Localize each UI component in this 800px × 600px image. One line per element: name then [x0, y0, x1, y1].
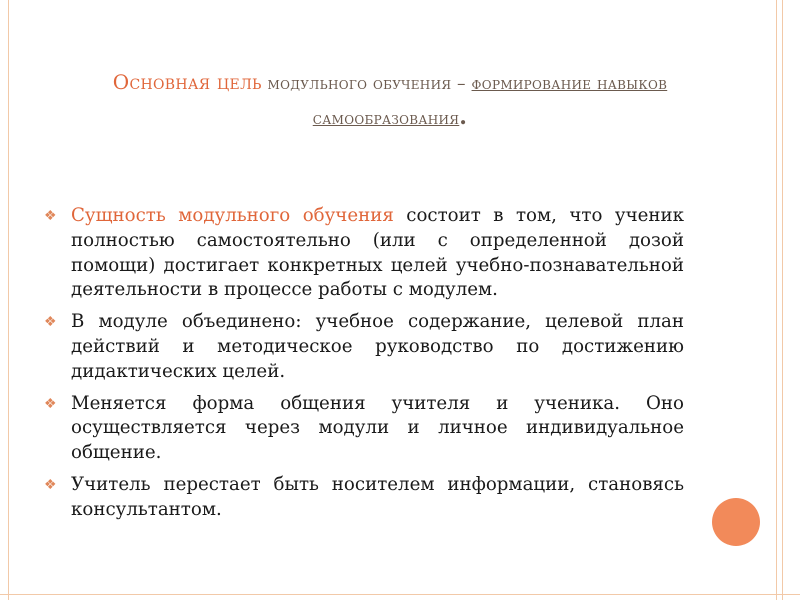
frame-line-bottom: [0, 594, 800, 595]
bullet-icon: ❖: [44, 314, 57, 331]
item-text: Меняется форма общения учителя и ученика. Оно осуществляется через модули и личное индивидуальное общение.: [71, 392, 684, 464]
slide-title: [40, 66, 740, 136]
item-highlight: Сущность модульного обучения: [71, 205, 394, 226]
list-item: [44, 473, 684, 523]
frame-line-right-outer: [782, 0, 783, 600]
list-item: [44, 392, 684, 466]
frame-line-left: [8, 0, 9, 600]
decorative-circle: [712, 498, 760, 546]
title-underlined: формирование навыков самообразования: [312, 74, 668, 129]
item-text: В модуле объединено: учебное содержание, целевой план действий и методическое руководство по достижению дидактических целей.: [71, 311, 684, 382]
item-text: состоит в том, что ученик полностью самостоятельно (или с определенной дозой помощи) достигает конкретных целей учебно-познавательной деятельности в процессе работы с модулем.: [71, 205, 684, 301]
bullet-icon: ❖: [44, 208, 57, 224]
title-period: .: [459, 104, 468, 130]
title-middle: модульного обучения –: [261, 74, 472, 94]
bullet-list: [44, 204, 684, 530]
frame-line-right: [776, 0, 777, 600]
title-accent: Основная цель: [112, 70, 262, 94]
list-item: [44, 204, 684, 303]
bullet-icon: ❖: [44, 476, 57, 493]
bullet-icon: ❖: [44, 395, 57, 412]
list-item: [44, 310, 684, 384]
item-text: Учитель перестает быть носителем информации, становясь консультантом.: [71, 473, 684, 520]
